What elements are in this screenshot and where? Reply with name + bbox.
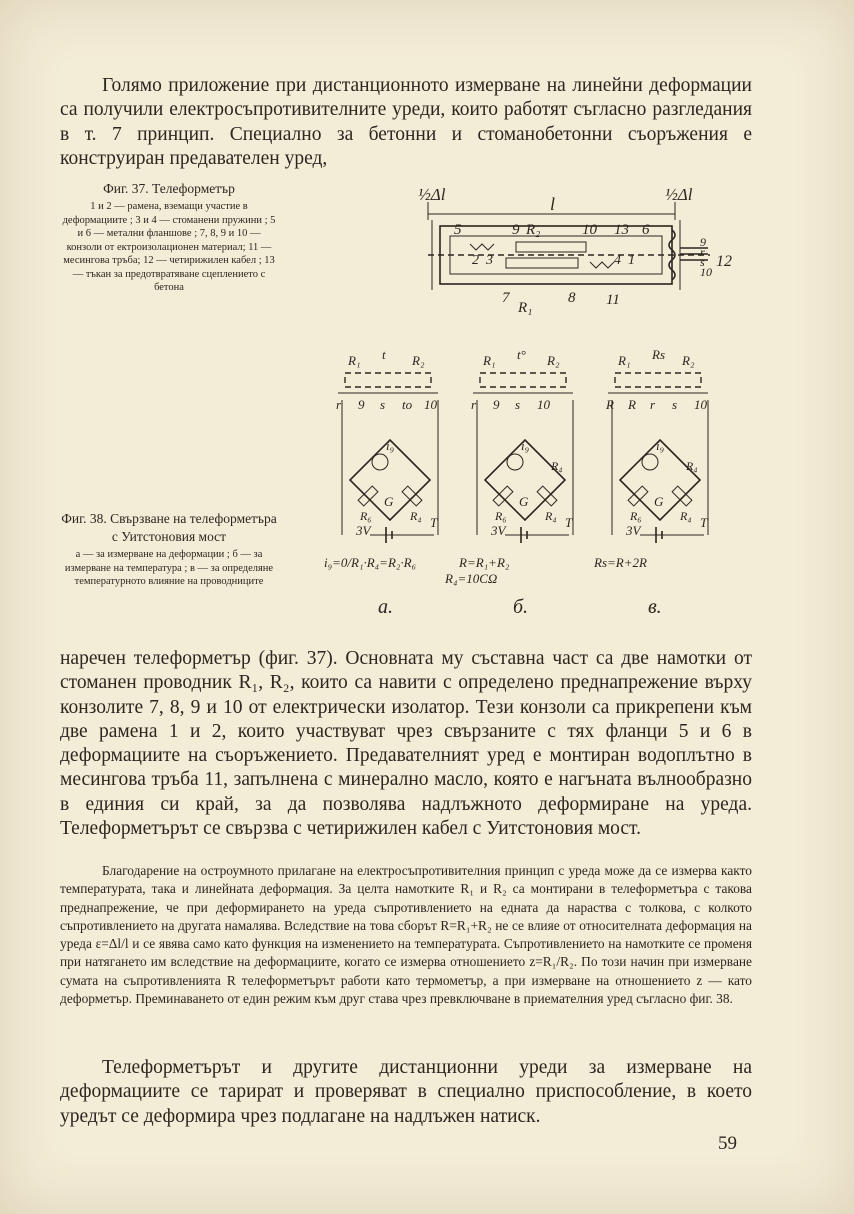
- label-2: 2: [472, 253, 479, 268]
- circuit-bridge-label-g: G: [384, 494, 394, 509]
- circuit-resistor-r6: [628, 486, 648, 506]
- circuit-winding-box: [345, 373, 431, 387]
- circuit-switch-label: T: [430, 515, 438, 530]
- label-13: 13: [614, 222, 629, 238]
- figure-38-caption-title: Фиг. 38. Свързване на телеформетъра с Уитстоновия мост: [61, 511, 277, 544]
- small-print-paragraph: Благодарение на остроумното прилагане на електросъпротивителния принцип с уреда може да се измерва както температурата, така и линейната деформация. За целта намотките R₁ и R₂ са монтирани в телеформетъра с такова преднапрежение, че при деформирането на уреда съпротивлението на едната да нараства с толкова, с колкото съпротивлението на другата намалява. Вследствие на това сборът R=R₁+R₂ не се влияе от относителната деформация на уреда ε=Δl/l и се явява само като функция на изменението на температурата. Съпротивлението на намотките се променя при натягането им вследствие на деформациите, когато се измерва отношението z=R₁/R₂. По този начин при измерване сумата на съпротивленията R телеформетърът работи като термометър, а при измерване на отношението z — като деформетър. Преминаването от един режим към друг става чрез превключване в приемателния уред съгласно фиг. 38.: [60, 863, 752, 1007]
- winding-r2: [516, 242, 586, 252]
- circuit-extra-formula: R₄=10CΩ: [445, 571, 498, 586]
- circuit-bridge-label-r6: R₆: [360, 509, 372, 523]
- label-l: l: [550, 194, 556, 214]
- circuit-bridge-label-r4: R₄: [545, 509, 557, 523]
- circuit-letter: a.: [378, 596, 393, 618]
- figure-37-caption: [60, 180, 278, 295]
- figure-38-circuits: [320, 345, 740, 635]
- circuit-label-r2: R₂: [682, 353, 695, 368]
- circuit-label-r1: R₁: [483, 353, 496, 368]
- figure-38-caption: [60, 510, 278, 589]
- circuit-label-r2: R₂: [547, 353, 560, 368]
- circuit-resistor-r6: [493, 486, 513, 506]
- label-8: 8: [568, 290, 576, 306]
- label-3: 3: [486, 253, 493, 268]
- circuit-terminal-label: s: [380, 397, 386, 412]
- circuit-bridge-label-r4-upper: R₄: [686, 459, 698, 473]
- circuit-label-t: t: [382, 347, 386, 362]
- circuit-winding-box: [615, 373, 701, 387]
- label-9: 9: [512, 222, 520, 238]
- circuit-bridge-label-r4-upper: R₄: [551, 459, 563, 473]
- circuit-battery-label: 3V: [356, 523, 371, 538]
- circuit-label-r1: R₁: [618, 353, 631, 368]
- circuit-terminal-label: 9: [493, 397, 500, 412]
- label-wire-s: s: [700, 255, 705, 269]
- circuit-terminal-label: r: [471, 397, 477, 412]
- circuit-label-r1: R₁: [348, 353, 361, 368]
- circuit-terminal-label: R: [606, 397, 614, 412]
- circuit-formula: Rs=R+2R: [594, 555, 647, 570]
- label-6: 6: [642, 222, 650, 238]
- label-r2: R₂: [526, 222, 541, 238]
- circuit-resistor-r4: [537, 486, 557, 506]
- circuit-formula: i₉=0/R₁·R₄=R₂·R₆: [324, 555, 417, 570]
- circuit-winding-box: [480, 373, 566, 387]
- page-number: 59: [718, 1133, 737, 1154]
- main-paragraph: наречен телеформетър (фиг. 37). Основната му съставна част са две намотки от стоманен проводник R₁, R₂, които са навити с определено преднапрежение върху конзолите 7, 8, 9 и 10 от електрически изолатор. Тези конзоли са прикрепени към две рамена 1 и 2, които участвуват чрез свързаните с тях фланци 5 и 6 в деформациите на съоръжението. Предавателният уред е монтиран водоплътно в месингова тръба 11, запълнена с минерално масло, която е нагъната вълнообразно в единия си край, за да позволява надлъжното деформиране на уреда. Телеформетърът се свързва с четирижилен кабел с Уитстоновия мост.: [60, 648, 752, 840]
- circuit-galvanometer: [372, 454, 388, 470]
- circuit-galvanometer: [642, 454, 658, 470]
- circuit-switch-label: T: [700, 515, 708, 530]
- label-r1: R₁: [518, 300, 533, 316]
- circuit-resistor-r6: [358, 486, 378, 506]
- figure-37-caption-text: 1 и 2 — рамена, вземащи участие в деформациите ; 3 и 4 — стоманени пружини ; 5 и 6 — метални фланшове ; 7, 8, 9 и 10 — конзоли от ектроизолационен материал; 11 — месингова тръба; 12 — четирижилен кабел ; 13 — тъкан за предотвратяване сцеплението с бетона: [62, 201, 276, 293]
- circuit-bridge-label-r4: R₄: [410, 509, 422, 523]
- circuit-formula: R=R₁+R₂: [459, 555, 510, 570]
- circuit-galvanometer: [507, 454, 523, 470]
- circuit-terminal-label: s: [672, 397, 678, 412]
- winding-r1: [506, 258, 578, 268]
- circuit-bridge-label-g: G: [519, 494, 529, 509]
- label-4: 4: [614, 253, 621, 268]
- circuit-letter: в.: [648, 596, 662, 618]
- circuit-bridge-label-r6: R₆: [630, 509, 642, 523]
- spring-3: [470, 244, 494, 250]
- circuit-terminal-label: 9: [358, 397, 365, 412]
- circuit-terminal-label: s: [515, 397, 521, 412]
- figure-38-caption-text: а — за измерване на деформации ; б — за измерване на температура ; в — за определяне температурното влияние на проводниците: [64, 549, 274, 587]
- circuit-meter-label: i₉: [521, 438, 530, 453]
- circuit-terminal-label: R: [628, 397, 636, 412]
- circuit-resistor-r4: [402, 486, 422, 506]
- circuit-terminal-label: 10: [694, 397, 707, 412]
- label-12: 12: [716, 253, 732, 270]
- circuit-bridge-label-r4: R₄: [680, 509, 692, 523]
- circuit-bridge-label-r6: R₆: [495, 509, 507, 523]
- label-1: 1: [628, 253, 635, 268]
- final-paragraph: Телеформетърът и другите дистанционни уреди за измерване на деформациите се тарират и проверяват в специално приспособление, в което уредът се деформира чрез подлагане на надлъжен натиск.: [60, 1057, 752, 1127]
- figure-37-teleformeter-drawing: [410, 180, 750, 315]
- label-wire-10: 10: [700, 265, 712, 279]
- spring-4: [590, 262, 614, 268]
- label-half-dl-right: ½Δl: [665, 185, 693, 204]
- circuit-resistor-r4: [672, 486, 692, 506]
- label-10: 10: [582, 222, 597, 238]
- circuit-terminal-label: r: [336, 397, 342, 412]
- circuit-meter-label: i₉: [656, 438, 665, 453]
- label-11: 11: [606, 292, 620, 308]
- circuit-battery-label: 3V: [626, 523, 641, 538]
- circuit-battery-label: 3V: [491, 523, 506, 538]
- circuit-terminal-label: r: [650, 397, 656, 412]
- circuit-letter: б.: [513, 596, 529, 618]
- intro-paragraph: Голямо приложение при дистанционното измерване на линейни деформации са получили електросъпротивителните уреди, които работят съгласно разгледания в т. 7 принцип. Специално за бетонни и стоманобетонни съоръжения е конструиран предавателен уред,: [60, 75, 752, 169]
- label-wire-r: r: [700, 245, 705, 259]
- label-half-dl-left: ½Δl: [418, 185, 446, 204]
- circuit-bridge-label-g: G: [654, 494, 664, 509]
- circuit-label-r2: R₂: [412, 353, 425, 368]
- circuit-meter-label: i₉: [386, 438, 395, 453]
- circuit-terminal-label: 10: [424, 397, 437, 412]
- circuit-switch-label: T: [565, 515, 573, 530]
- figure-37-caption-title: Фиг. 37. Телеформетър: [103, 181, 235, 196]
- circuit-terminal-label: to: [402, 397, 413, 412]
- circuit-label-t: t°: [517, 347, 526, 362]
- label-wire-9: 9: [700, 235, 706, 249]
- label-7: 7: [502, 290, 510, 306]
- label-5: 5: [454, 222, 462, 238]
- circuit-terminal-label: 10: [537, 397, 550, 412]
- circuit-label-t: Rs: [652, 347, 665, 362]
